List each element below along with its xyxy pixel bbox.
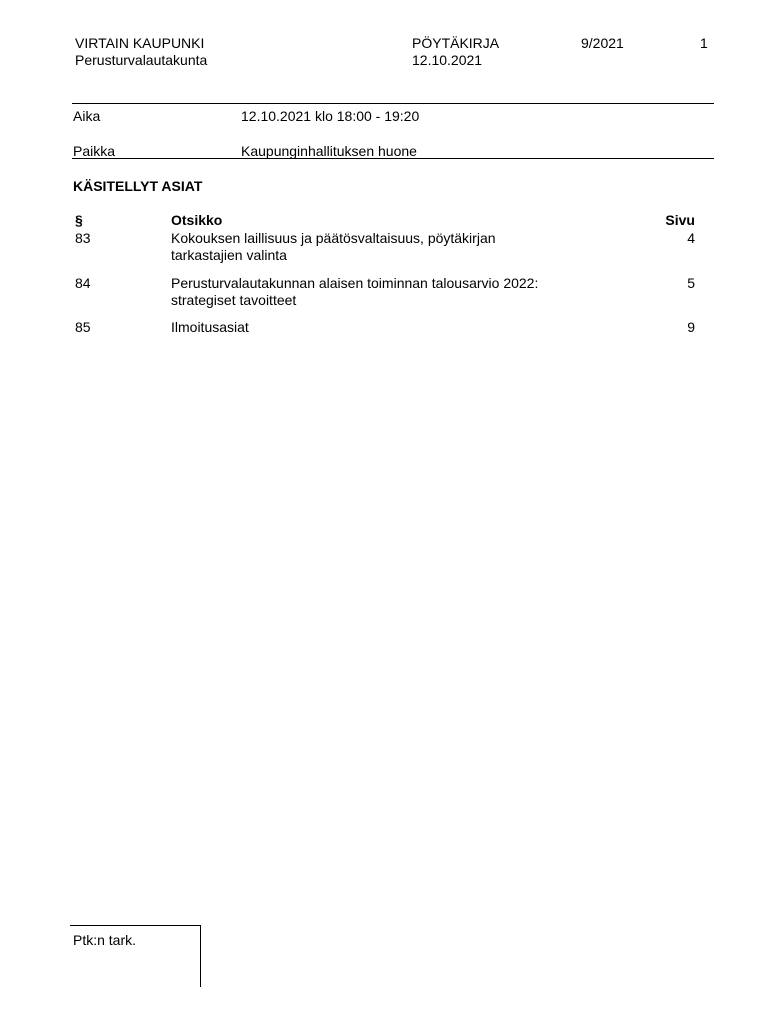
organization-name: VIRTAIN KAUPUNKI [75, 35, 205, 51]
agenda-section-number: 84 [75, 275, 91, 291]
agenda-title-line1: Perusturvalautakunnan alaisen toiminnan talousarvio 2022: [171, 275, 539, 291]
agenda-title-line2: strategiset tavoitteet [171, 292, 297, 308]
place-label: Paikka [73, 143, 116, 159]
board-name: Perusturvalautakunta [75, 52, 208, 68]
agenda-title-line2: tarkastajien valinta [171, 247, 287, 263]
divider-bottom [72, 158, 714, 159]
divider-top [72, 103, 714, 104]
agenda-section-number: 83 [75, 230, 91, 246]
time-label: Aika [73, 108, 101, 124]
document-number: 9/2021 [581, 35, 624, 51]
agenda-page-number: 9 [687, 319, 695, 335]
agenda-title-line1: Kokouksen laillisuus ja päätösvaltaisuus, pöytäkirjan [171, 230, 496, 246]
document-date: 12.10.2021 [412, 52, 483, 68]
agenda-section-number: 85 [75, 319, 91, 335]
time-value: 12.10.2021 klo 18:00 - 19:20 [241, 108, 420, 124]
agenda-title-line1: Ilmoitusasiat [171, 319, 249, 335]
column-header-section: § [75, 212, 83, 228]
page-number: 1 [700, 35, 708, 51]
column-header-title: Otsikko [171, 212, 223, 228]
column-header-page: Sivu [665, 212, 695, 228]
place-value: Kaupunginhallituksen huone [241, 143, 417, 159]
agenda-page-number: 4 [687, 230, 695, 246]
agenda-page-number: 5 [687, 275, 695, 291]
document-type: PÖYTÄKIRJA [412, 35, 500, 51]
minutes-check-label: Ptk:n tark. [73, 932, 137, 948]
agenda-heading: KÄSITELLYT ASIAT [73, 178, 203, 194]
